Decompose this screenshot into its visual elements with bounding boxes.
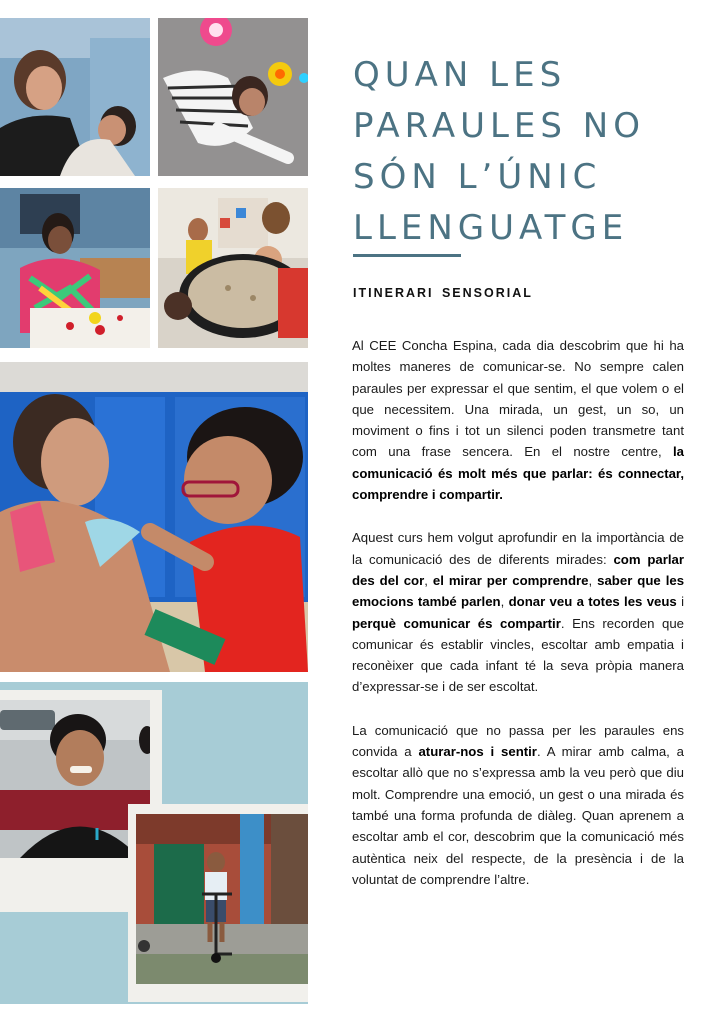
paragraph-1-bold: la comunicació és molt més que parlar: és connectar, comprendre i compartir. [352, 444, 684, 503]
paragraph-2-bold-2: el mirar per comprendre [432, 572, 589, 588]
page-title [353, 50, 693, 254]
paragraph-3-bold-1: aturar-nos i sentir [418, 744, 537, 760]
photo-teacher-and-boy-kiss [0, 362, 308, 672]
paragraph-2-text-6: . Ens recorden que comunicar és establir vincles, escoltar amb empatia i reconèixer que cada infant té la seva pròpia manera d’expressar-se i de ser escoltat. [352, 615, 684, 695]
polaroid-boy-on-scooter [128, 804, 308, 1002]
paragraph-2-text-5: i [676, 594, 684, 610]
section-subtitle: ITINERARI SENSORIAL [353, 286, 533, 300]
title-line-4: LLENGUATGE [353, 208, 629, 248]
title-divider [353, 254, 461, 257]
paragraph-2-text-3: , [588, 572, 598, 588]
paragraph-2-bold-3: saber que les emocions també parlen [352, 572, 685, 610]
article-body [352, 335, 684, 912]
paragraph-3 [352, 720, 684, 890]
photo-collage [0, 0, 310, 1024]
paragraph-1-text: Al CEE Concha Espina, cada dia descobrim que hi ha moltes maneres de comunicar-se. No sempre calen paraules per expressar el que sentim, el que volem o el que necessitem. Una mirada, un gest, un so, un moviment o fins i tot un silenci poden transmetre tant com una frase sencera. En el nostre centre, [352, 338, 684, 460]
paragraph-2-text-2: , [424, 572, 433, 588]
photo-child-painting [0, 188, 150, 348]
paragraph-2-bold-4: donar veu a totes les veus [508, 594, 677, 610]
paragraph-2-bold-1: com parlar des del cor [352, 551, 685, 588]
title-line-2: PARAULES NO [353, 106, 645, 146]
paragraph-2-text-1: Aquest curs hem volgut aprofundir en la importància de la comunicació des de diferents mirades: [352, 530, 684, 567]
photo-child-sensory-lights [158, 18, 308, 176]
paragraph-2 [352, 527, 684, 697]
photo-teacher-holding-child [0, 18, 150, 176]
paragraph-2-text-4: , [500, 594, 509, 610]
paragraph-3-text-1: La comunicació que no passa per les paraules ens convida a [352, 722, 684, 760]
paragraph-1 [352, 335, 684, 505]
title-line-3: SÓN L’ÚNIC [353, 157, 602, 197]
paragraph-3-text-2: . A mirar amb calma, a escoltar allò que no s’expressa amb la veu però que diu molt. Comprendre una emoció, un gest o una mirada és també una forma profunda de diàleg. Quan aprenem a escoltar amb el cor, descobrim que la comunicació més autèntica neix del respecte, de la presència i de la voluntat de comprendre l’altre. [352, 744, 684, 887]
title-line-1: QUAN LES [353, 55, 567, 95]
paragraph-2-bold-5: perquè comunicar és compartir [352, 615, 561, 631]
photo-kids-sensory-table [158, 188, 308, 348]
